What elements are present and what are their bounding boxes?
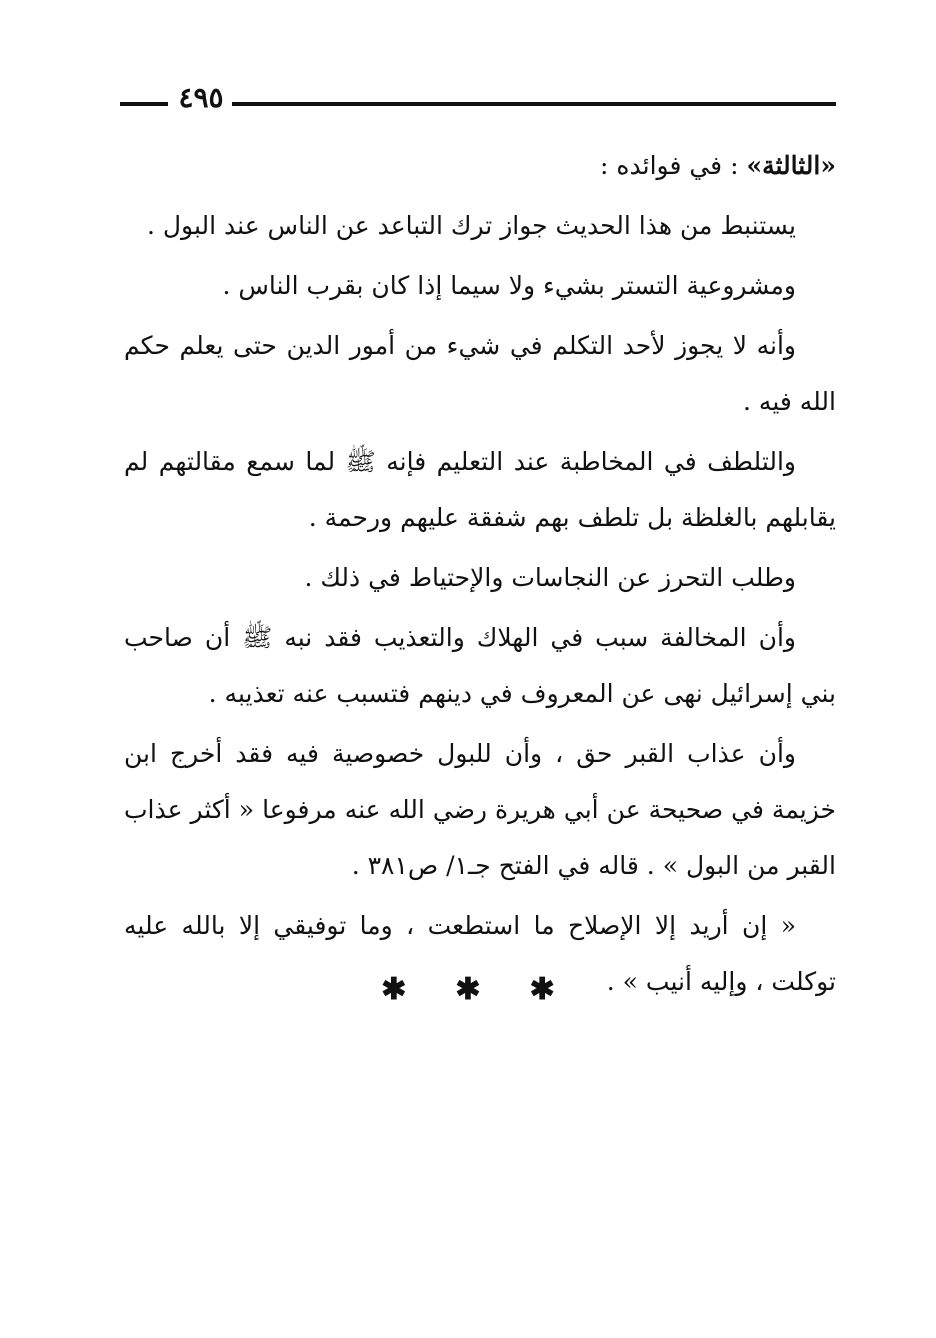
paragraph: والتلطف في المخاطبة عند التعليم فإنه ﷺ لما سمع مقالتهم لم يقابلهم بالغلظة بل تلطف بهم شفقة عليهم ورحمة . [124,447,836,532]
header-rule-long [232,102,836,106]
paragraph: وأن عذاب القبر حق ، وأن للبول خصوصية فيه فقد أخرج ابن خزيمة في صحيحة عن أبي هريرة رضي الله عنه مرفوعا « أكثر عذاب القبر من البول » . قاله في الفتح جـ١/ ص٣٨١ . [124,739,836,880]
asterisk-icon: ✱ [455,972,481,1007]
section-heading-rest: : في فوائده : [600,151,739,180]
paragraph: ومشروعية التستر بشيء ولا سيما إذا كان بقرب الناس . [222,271,796,300]
section-separator [0,972,936,1007]
page-header [120,78,836,118]
paragraph: « إن أريد إلا الإصلاح ما استطعت ، وما توفيقي إلا بالله عليه توكلت ، وإليه أنيب » . [124,911,836,996]
paragraph: يستنبط من هذا الحديث جواز ترك التباعد عن الناس عند البول . [147,211,796,240]
section-heading-label: «الثالثة» [746,151,836,180]
page-body [124,138,836,1014]
asterisk-icon: ✱ [529,972,555,1007]
asterisk-icon: ✱ [381,972,407,1007]
paragraph: وطلب التحرز عن النجاسات والإحتياط في ذلك . [304,563,796,592]
header-rule-short [120,102,168,106]
paragraph: وأنه لا يجوز لأحد التكلم في شيء من أمور الدين حتى يعلم حكم الله فيه . [124,331,836,416]
section-heading [124,138,836,194]
paragraph: وأن المخالفة سبب في الهلاك والتعذيب فقد نبه ﷺ أن صاحب بني إسرائيل نهى عن المعروف في دينهم فتسبب عنه تعذيبه . [124,623,836,708]
page-number: ٤٩٥ [178,81,224,114]
